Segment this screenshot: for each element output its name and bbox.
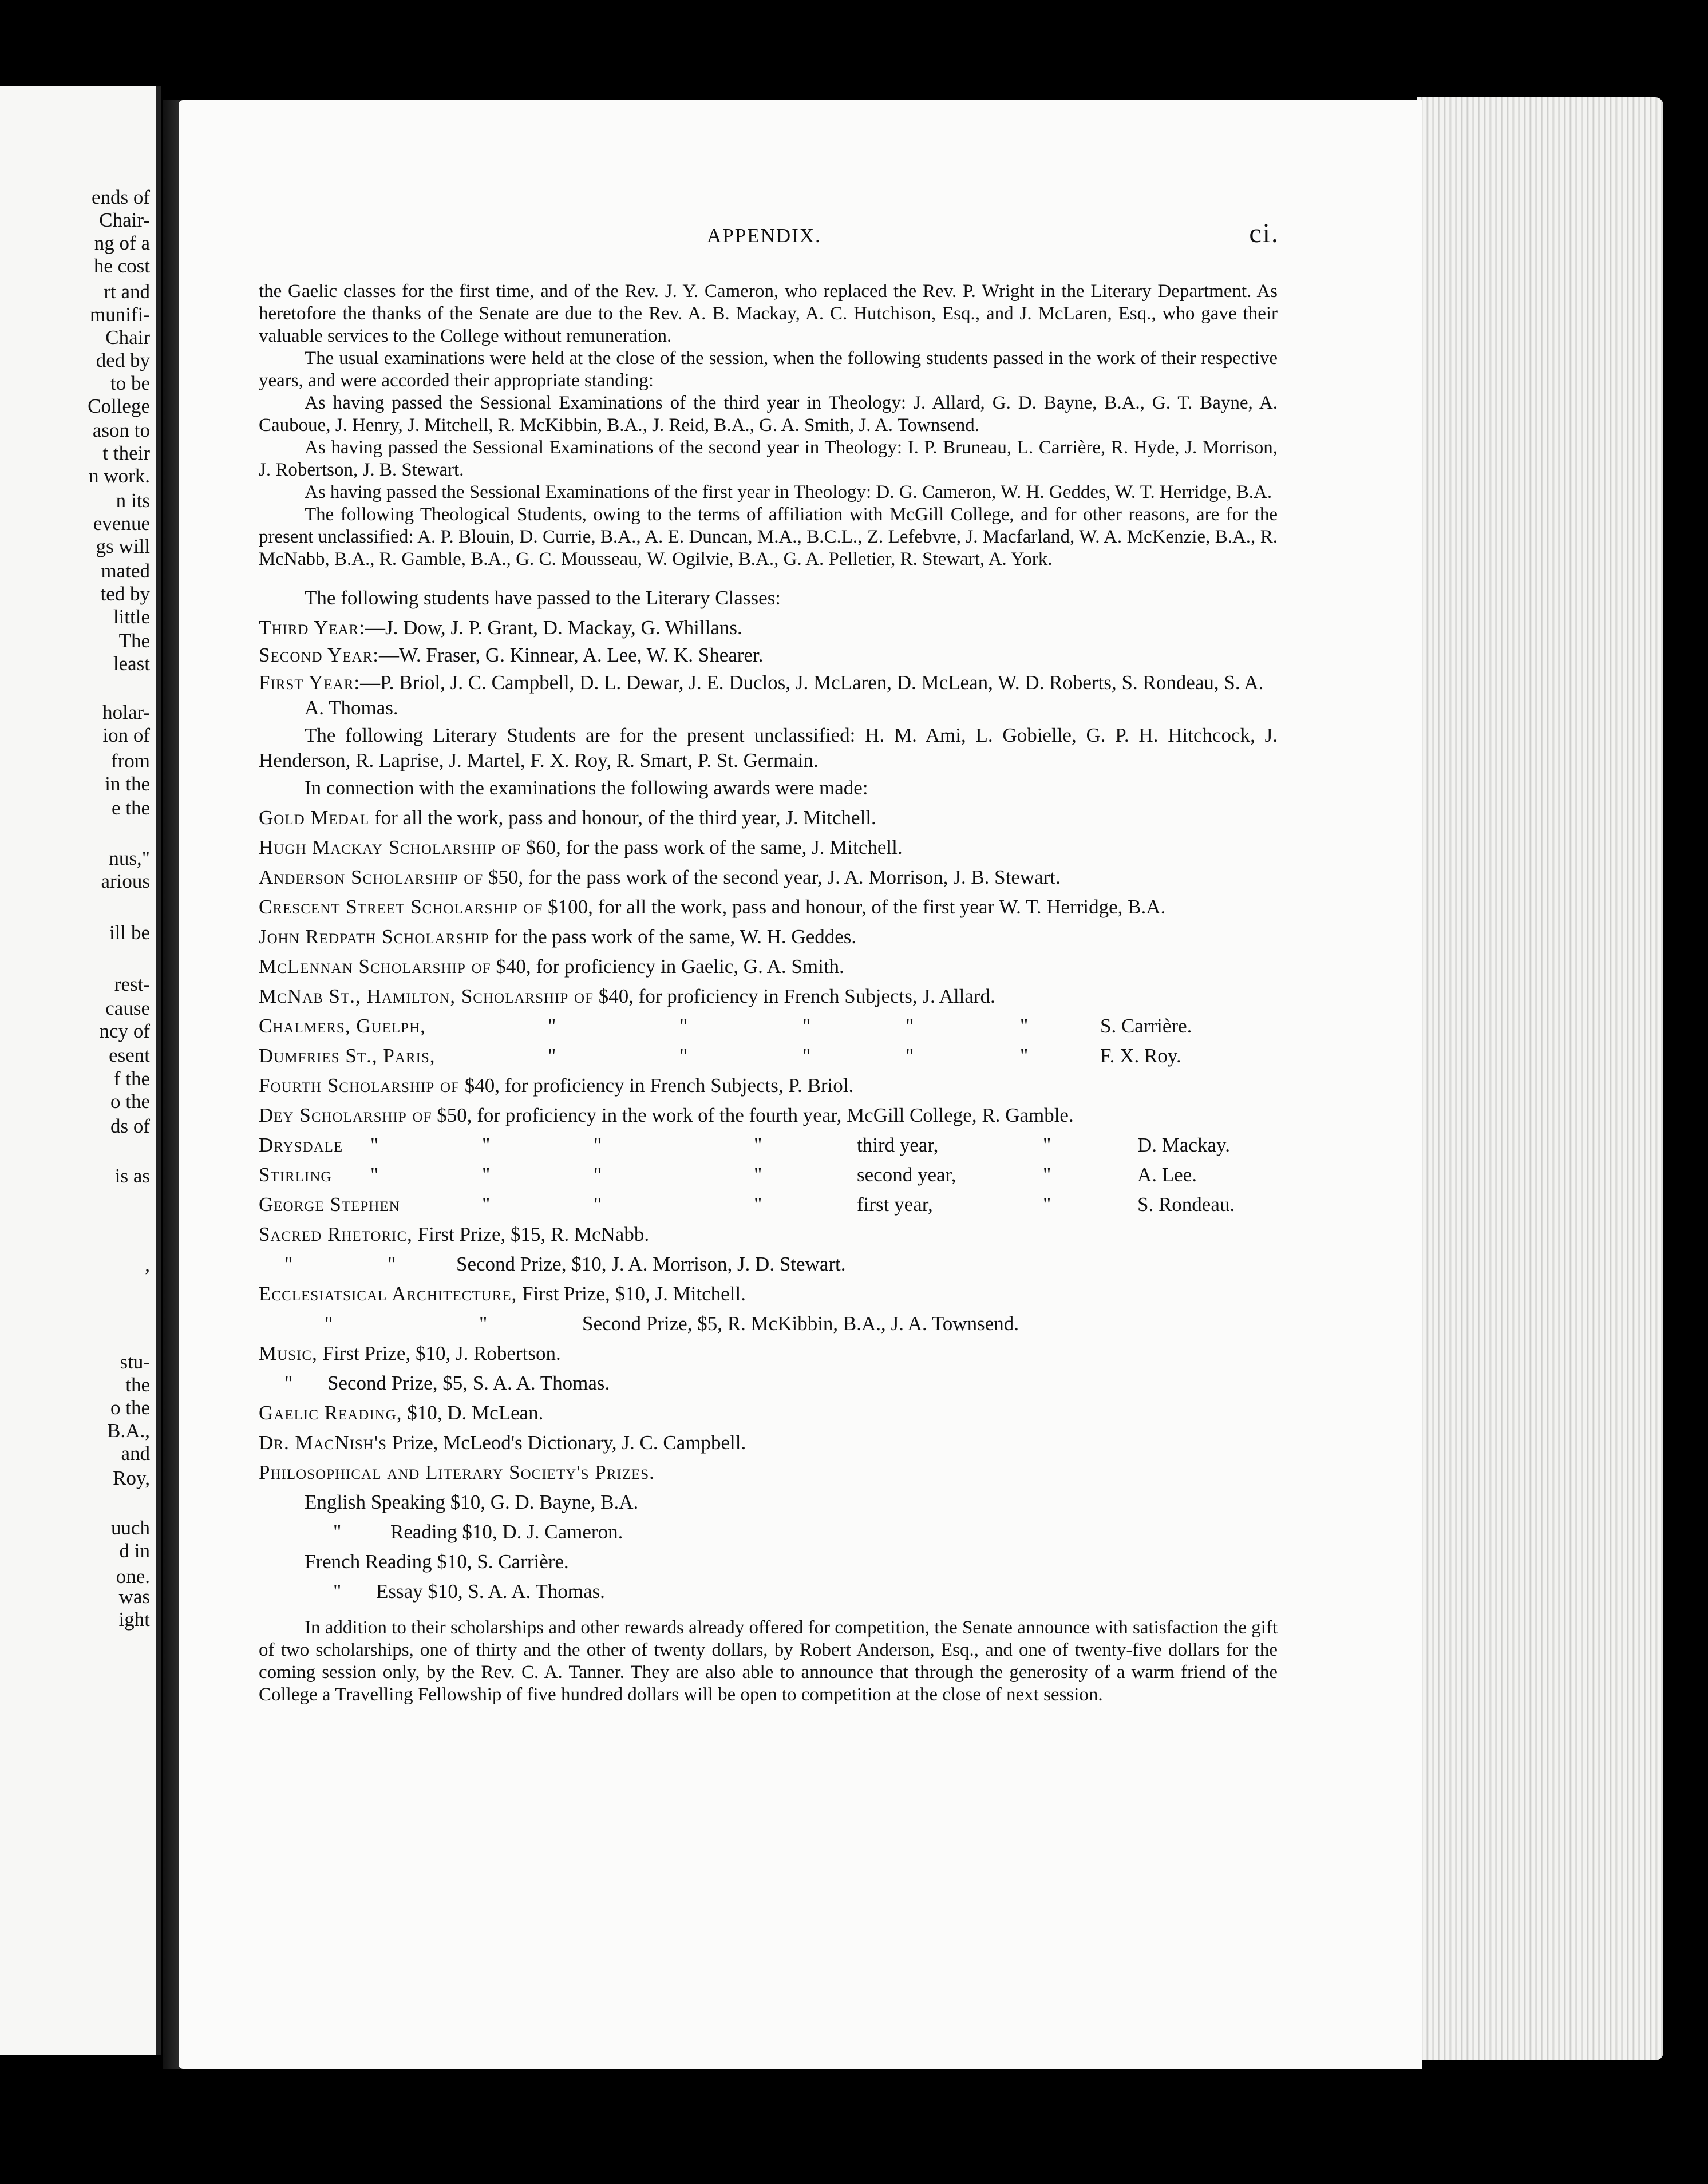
award-gaelic-reading: Gaelic Reading, $10, D. McLean. [259, 1402, 544, 1424]
facing-page-text: rest- [114, 973, 150, 995]
literary-intro: The following students have passed to the Literary Classes: [305, 587, 781, 609]
page-edges [1417, 97, 1663, 2060]
facing-page-text: t their [102, 442, 150, 464]
page-number: ci. [1249, 218, 1279, 248]
award-dumfries: Dumfries St., Paris, " " " " " F. X. Roy. [259, 1044, 1181, 1067]
facing-page-text: ds of [110, 1115, 150, 1137]
facing-page-text: arious [101, 870, 150, 892]
award-mclennan: McLennan Scholarship of $40, for proficiency in Gaelic, G. A. Smith. [259, 955, 844, 978]
prize-reading: " Reading $10, D. J. Cameron. [333, 1521, 623, 1543]
facing-page-text: f the [113, 1067, 150, 1090]
award-stirling: Stirling " " " " second year, " A. Lee. [259, 1164, 1197, 1186]
facing-page-text: ted by [100, 583, 150, 605]
facing-page-text: ends of [91, 186, 150, 208]
award-sacred-rhetoric-second: " " Second Prize, $10, J. A. Morrison, J. D. Stewart. [284, 1253, 846, 1275]
closing-paragraph: In addition to their scholarships and other rewards already offered for competition, the Senate announce with satisfaction the gift of two scholarships, one of thirty and the other of twenty dollars, by Robert Anderson, Esq., and one of twenty-five dollars for the coming session only, by the Rev. C. A. Tanner. They are also able to announce that through the generosity of a warm friend of the College a Travelling Fellowship of five hundred dollars will be open to competition at the close of next session. [259, 1617, 1278, 1705]
award-fourth-scholarship: Fourth Scholarship of $40, for proficiency in French Subjects, P. Briol. [259, 1074, 854, 1097]
awards-intro: In connection with the examinations the following awards were made: [305, 777, 868, 799]
facing-page-text: ncy of [99, 1020, 150, 1042]
facing-page-text: is as [114, 1165, 150, 1187]
facing-page-text: n its [116, 489, 150, 512]
facing-page-text: ng of a [94, 232, 150, 254]
intro-paragraph: The usual examinations were held at the close of the session, when the following students passed in the work of their respective years, and were accorded their appropriate standing: [259, 348, 1278, 391]
facing-page-text: least [113, 652, 150, 675]
facing-page-text: little [113, 606, 150, 628]
facing-page-text: ason to [92, 419, 150, 441]
intro-paragraph: As having passed the Sessional Examinations of the first year in Theology: D. G. Cameron, W. H. Geddes, W. T. Herridge, B.A. [305, 482, 1272, 503]
facing-page-text: The [118, 630, 150, 652]
intro-paragraph: As having passed the Sessional Examinations of the second year in Theology: I. P. Bruneau, L. Carrière, R. Hyde, J. Morrison, J. Robertson, J. B. Stewart. [259, 437, 1278, 480]
facing-page-text: uuch [110, 1517, 150, 1539]
award-anderson: Anderson Scholarship of $50, for the pass work of the second year, J. A. Morrison, J. B. Stewart. [259, 866, 1061, 888]
facing-page-text: evenue [93, 512, 150, 535]
first-year-line: First Year:—P. Briol, J. C. Campbell, D. L. Dewar, J. E. Duclos, J. McLaren, D. McLean, W. D. Roberts, S. Rondeau, S. A. A. Thomas. [259, 671, 1264, 719]
facing-page-text: Chair- [99, 209, 150, 231]
award-architecture: Ecclesiatsical Architecture, First Prize, $10, J. Mitchell. [259, 1283, 746, 1305]
facing-page-text: to be [110, 372, 150, 394]
prize-essay: " Essay $10, S. A. A. Thomas. [333, 1580, 605, 1603]
award-sacred-rhetoric: Sacred Rhetoric, First Prize, $15, R. McNabb. [259, 1223, 650, 1245]
society-prizes-heading: Philosophical and Literary Society's Prizes. [259, 1461, 655, 1483]
award-music-second: " Second Prize, $5, S. A. A. Thomas. [284, 1372, 610, 1394]
facing-page-text: stu- [120, 1351, 150, 1373]
facing-page [0, 86, 161, 2055]
facing-page-text: n work. [89, 465, 150, 487]
prize-english-speaking: English Speaking $10, G. D. Bayne, B.A. [305, 1491, 639, 1513]
facing-page-text: B.A., [107, 1419, 150, 1442]
award-hugh-mackay: Hugh Mackay Scholarship of $60, for the pass work of the same, J. Mitchell. [259, 836, 903, 858]
facing-page-text: Chair [105, 326, 150, 349]
facing-page-text: ill be [109, 921, 150, 944]
facing-page-text: ion of [102, 724, 150, 746]
facing-page-text: munifi- [90, 303, 150, 326]
facing-page-text: o the [110, 1090, 150, 1113]
facing-page-text: was [118, 1585, 150, 1608]
facing-page-text: the [125, 1374, 150, 1396]
facing-page-text: holar- [102, 701, 150, 723]
facing-page-text: from [110, 750, 150, 772]
facing-page-text: e the [111, 797, 150, 819]
award-macnish: Dr. MacNish's Prize, McLeod's Dictionary, J. C. Campbell. [259, 1431, 746, 1454]
award-crescent-street: Crescent Street Scholarship of $100, for all the work, pass and honour, of the first year W. T. Herridge, B.A. [259, 896, 1166, 918]
facing-page-text: College [88, 395, 150, 417]
intro-paragraph: The following Theological Students, owing to the terms of affiliation with McGill College, and for other reasons, are for the present unclassified: A. P. Blouin, D. Currie, B.A., A. E. Duncan, M.A., B.C.L., Z. Lefebvre, J. Macfarland, W. A. McKenzie, B.A., R. McNabb, B.A., R. Gamble, B.A., G. C. Mousseau, W. Ogilvie, B.A., G. A. Pelletier, R. Stewart, A. York. [259, 504, 1278, 569]
facing-page-text: in the [105, 773, 150, 795]
facing-page-text: mated [101, 560, 150, 582]
third-year-line: Third Year:—J. Dow, J. P. Grant, D. Mackay, G. Whillans. [259, 616, 742, 639]
award-gold-medal: Gold Medal for all the work, pass and honour, of the third year, J. Mitchell. [259, 806, 876, 829]
second-year-line: Second Year:—W. Fraser, G. Kinnear, A. Lee, W. K. Shearer. [259, 644, 764, 666]
page-header [707, 218, 1279, 259]
facing-page-text: Roy, [113, 1467, 150, 1489]
running-head: APPENDIX. [707, 224, 821, 247]
facing-page-text: one. [116, 1565, 150, 1588]
intro-paragraph: As having passed the Sessional Examinations of the third year in Theology: J. Allard, G. D. Bayne, B.A., G. T. Bayne, A. Cauboue, J. Henry, J. Mitchell, R. McKibbin, B.A., J. Reid, B.A., G. A. Smith, J. A. Townsend. [259, 393, 1278, 436]
award-music: Music, First Prize, $10, J. Robertson. [259, 1342, 561, 1364]
facing-page-text: rt and [104, 280, 150, 303]
page-body [259, 280, 1278, 1725]
facing-page-text: he cost [93, 255, 150, 277]
facing-page-text: esent [109, 1044, 150, 1066]
facing-page-text: d in [119, 1540, 150, 1562]
literary-unclassified: The following Literary Students are for the present unclassified: H. M. Ami, L. Gobielle, G. P. H. Hitchcock, J. Henderson, R. Laprise, J. Martel, F. X. Roy, R. Smart, P. St. Germain. [259, 724, 1278, 771]
award-drysdale: Drysdale " " " " third year, " D. Mackay. [259, 1134, 1230, 1156]
facing-page-text: ight [118, 1608, 150, 1631]
award-chalmers: Chalmers, Guelph, " " " " " S. Carrière. [259, 1015, 1192, 1037]
intro-paragraph: the Gaelic classes for the first time, and of the Rev. J. Y. Cameron, who replaced the Rev. P. Wright in the Literary Department. As heretofore the thanks of the Senate are due to the Rev. A. B. Mackay, A. C. Hutchison, Esq., and J. McLaren, Esq., who gave their valuable services to the College without remuneration. [259, 281, 1278, 346]
award-mcnab: McNab St., Hamilton, Scholarship of $40, for proficiency in French Subjects, J. Allard. [259, 985, 995, 1007]
facing-page-text: gs will [96, 535, 150, 557]
award-john-redpath: John Redpath Scholarship for the pass work of the same, W. H. Geddes. [259, 925, 857, 948]
facing-page-text: and [121, 1442, 150, 1465]
award-architecture-second: " " Second Prize, $5, R. McKibbin, B.A., J. A. Townsend. [325, 1312, 1019, 1335]
award-george-stephen: George Stephen " " " first year, " S. Rondeau. [259, 1193, 1235, 1216]
facing-page-text: ded by [96, 349, 150, 371]
award-dey: Dey Scholarship of $50, for proficiency in the work of the fourth year, McGill College, R. Gamble. [259, 1104, 1074, 1126]
facing-page-text: o the [110, 1396, 150, 1419]
facing-page-text: nus," [109, 847, 150, 869]
prize-french-reading: French Reading $10, S. Carrière. [305, 1550, 569, 1573]
facing-page-text: , [145, 1253, 150, 1276]
facing-page-text: cause [105, 997, 150, 1019]
